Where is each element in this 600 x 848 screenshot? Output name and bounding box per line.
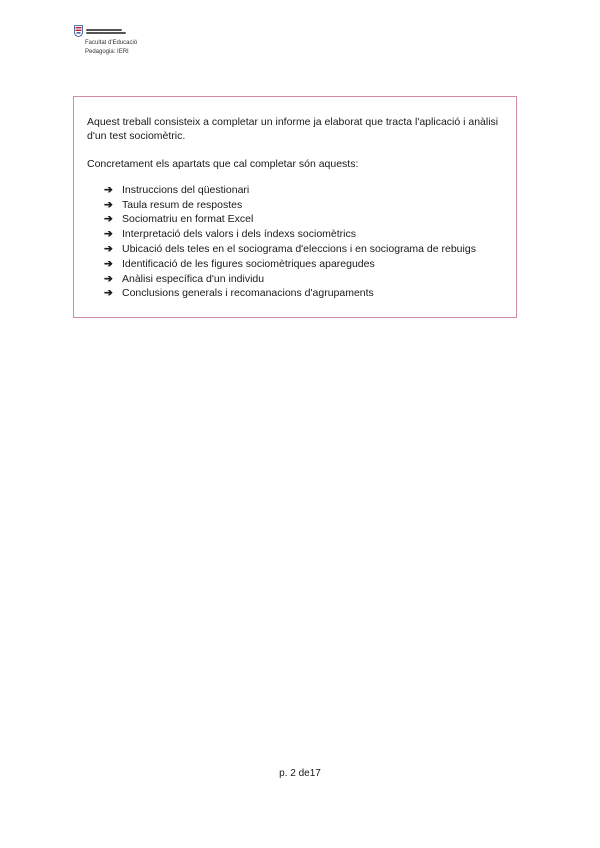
list-item-text: Identificació de les figures sociomètriques aparegudes — [122, 257, 375, 270]
logo-wordmark — [86, 29, 126, 34]
list-item — [104, 257, 502, 272]
lead-paragraph: Concretament els apartats que cal completar són aquests: — [87, 157, 359, 170]
subject-name: Pedagogia: IERI — [85, 48, 129, 55]
sections-list — [104, 183, 502, 301]
assignment-box — [73, 96, 517, 318]
list-item-text: Anàlisi específica d'un individu — [122, 272, 265, 285]
arrow-right-icon: ➔ — [104, 243, 113, 256]
university-crest-icon — [74, 25, 83, 37]
list-item-text: Interpretació dels valors i dels índexs sociomètrics — [122, 228, 357, 241]
arrow-right-icon: ➔ — [104, 272, 113, 285]
list-item — [104, 183, 502, 198]
intro-paragraph: Aquest treball consisteix a completar un informe ja elaborat que tracta l'aplicació i anàlisi d'un test sociomètric. — [87, 116, 499, 143]
list-item — [104, 242, 502, 257]
list-item-text: Ubicació dels teles en el sociograma d'eleccions i en sociograma de rebuigs — [122, 243, 476, 256]
list-item — [104, 272, 502, 287]
page-number: p. 2 de17 — [279, 768, 321, 779]
arrow-right-icon: ➔ — [104, 213, 113, 226]
list-item-text: Sociomatriu en format Excel — [122, 213, 254, 226]
list-item-text: Taula resum de respostes — [122, 198, 243, 211]
list-item — [104, 227, 502, 242]
list-item-text: Instruccions del qüestionari — [122, 183, 250, 196]
arrow-right-icon: ➔ — [104, 228, 113, 241]
arrow-right-icon: ➔ — [104, 198, 113, 211]
faculty-name: Facultat d'Educació — [85, 40, 138, 46]
arrow-right-icon: ➔ — [104, 183, 113, 196]
university-logo — [74, 24, 137, 38]
arrow-right-icon: ➔ — [104, 257, 113, 270]
list-item — [104, 212, 502, 227]
list-item — [104, 198, 502, 213]
header-info — [85, 39, 137, 56]
list-item-text: Conclusions generals i recomanacions d'agrupaments — [122, 287, 374, 300]
arrow-right-icon: ➔ — [104, 287, 113, 300]
page-header — [74, 24, 137, 56]
list-item — [104, 286, 502, 301]
